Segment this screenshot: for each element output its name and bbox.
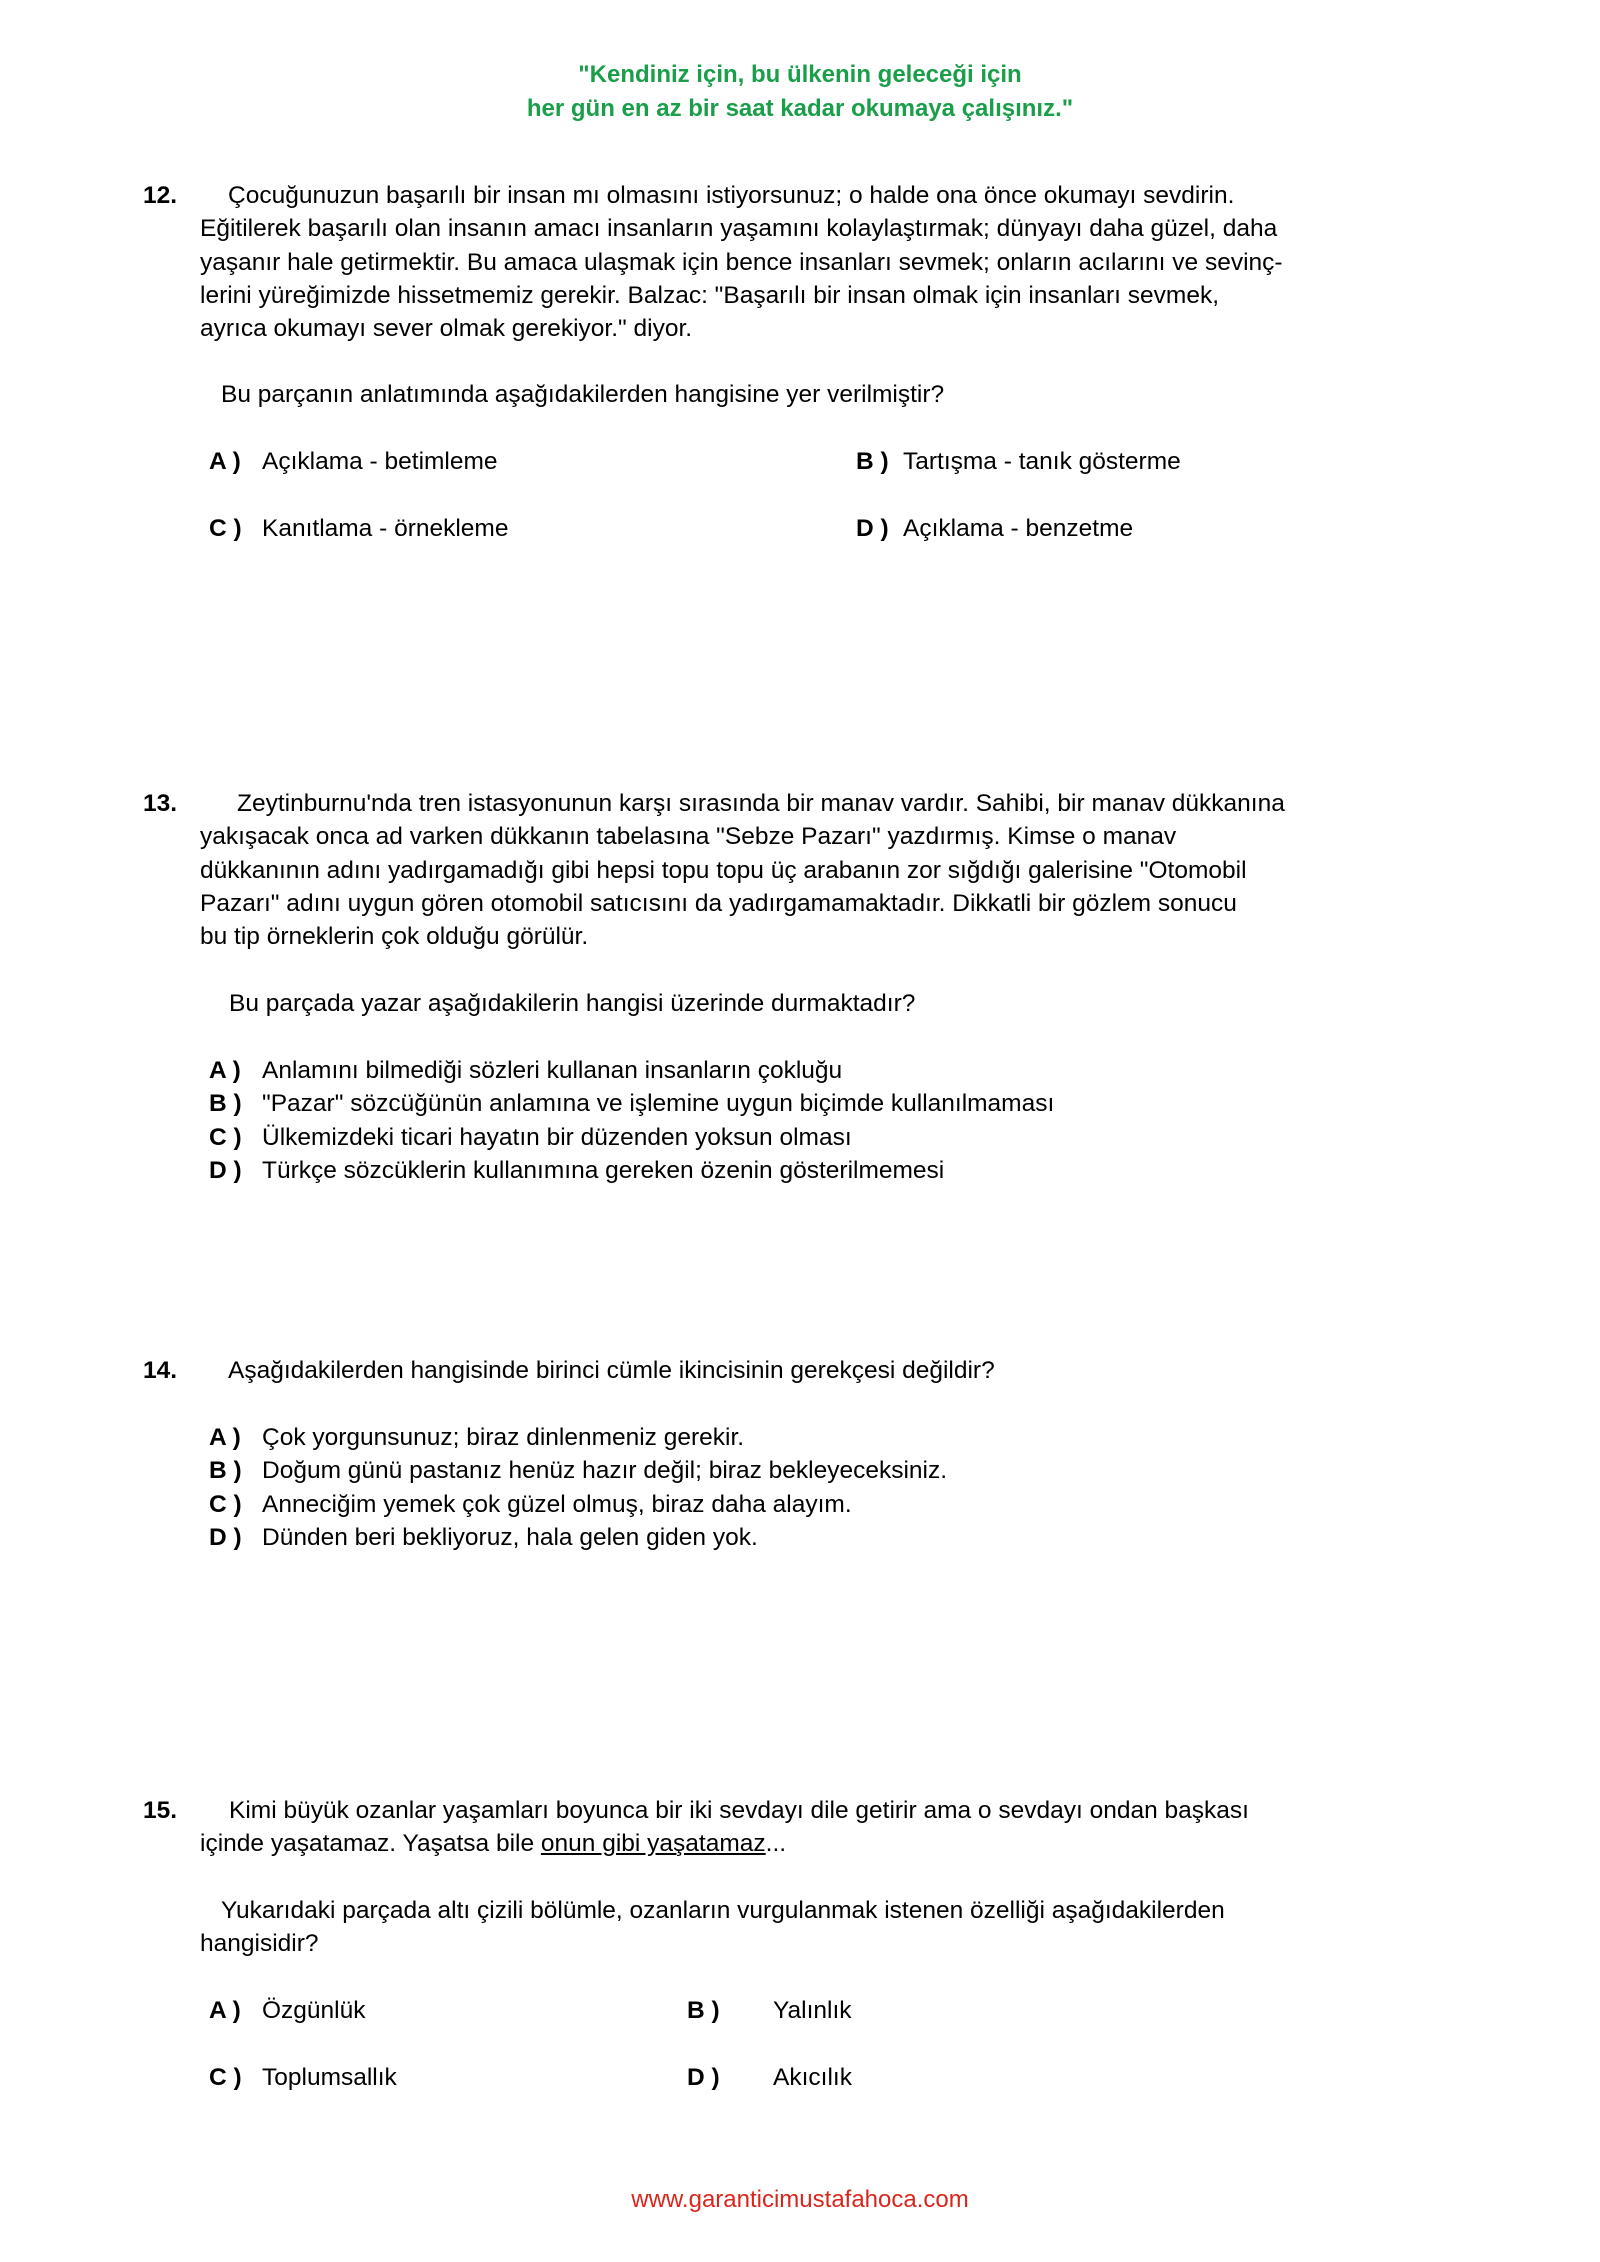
footer-website-link[interactable]: www.garanticimustafahoca.com (631, 2186, 969, 2213)
option-b[interactable] (856, 448, 1181, 476)
option-text: Özgünlük (262, 1997, 366, 2024)
option-letter: C ) (209, 1124, 242, 1151)
option-d[interactable] (687, 2064, 852, 2092)
question-stem: Aşağıdakilerden hangisinde birinci cümle ikincisinin gerekçesi değildir? (228, 1357, 995, 1384)
option-a[interactable] (209, 1424, 744, 1452)
question-number: 12. (143, 182, 178, 209)
option-text: Dünden beri bekliyoruz, hala gelen giden yok. (262, 1524, 758, 1551)
option-text: Doğum günü pastanız henüz hazır değil; biraz bekleyeceksiniz. (262, 1457, 948, 1484)
passage-line (200, 1830, 786, 1858)
option-b[interactable] (209, 1090, 1054, 1118)
option-c[interactable] (209, 515, 508, 543)
option-d[interactable] (209, 1157, 944, 1185)
passage-line: Zeytinburnu'nda tren istasyonunun karşı sırasında bir manav vardır. Sahibi, bir manav dükkanına (237, 790, 1285, 817)
option-text: Çok yorgunsunuz; biraz dinlenmeniz gerekir. (262, 1424, 745, 1451)
passage-line: lerini yüreğimizde hissetmemiz gerekir. Balzac: "Başarılı bir insan olmak için insanları sevmek, (200, 282, 1220, 309)
option-text: Anlamını bilmediği sözleri kullanan insanların çokluğu (262, 1057, 843, 1084)
option-text: Kanıtlama - örnekleme (262, 515, 509, 542)
option-text: Ülkemizdeki ticari hayatın bir düzenden yoksun olması (262, 1124, 852, 1151)
option-text: Açıklama - betimleme (262, 448, 498, 475)
passage-line: ayrıca okumayı sever olmak gerekiyor." diyor. (200, 315, 693, 342)
option-text: Tartışma - tanık gösterme (903, 448, 1181, 475)
option-d[interactable] (209, 1524, 758, 1552)
question-number: 13. (143, 790, 178, 817)
underlined-phrase: onun gibi yaşatamaz (540, 1830, 766, 1857)
passage-line: yakışacak onca ad varken dükkanın tabelasına "Sebze Pazarı" yazdırmış. Kimse o manav (200, 823, 1177, 850)
option-text: Akıcılık (773, 2064, 852, 2091)
passage-line: yaşanır hale getirmektir. Bu amaca ulaşmak için bence insanları sevmek; onların acılarını ve sevinç- (200, 249, 1283, 276)
passage-line: Eğitilerek başarılı olan insanın amacı insanların yaşamını kolaylaştırmak; dünyayı daha güzel, daha (200, 215, 1278, 242)
question-number: 15. (143, 1797, 178, 1824)
passage-line: Kimi büyük ozanlar yaşamları boyunca bir iki sevdayı dile getirir ama o sevdayı ondan başkası (229, 1797, 1249, 1824)
passage-line: dükkanının adını yadırgamadığı gibi hepsi topu topu üç arabanın zor sığdığı galerisine "Otomobil (200, 857, 1247, 884)
option-letter: D ) (209, 1157, 242, 1184)
passage-text: içinde yaşatamaz. Yaşatsa bile (200, 1830, 541, 1857)
option-b[interactable] (687, 1997, 852, 2025)
option-letter: A ) (209, 448, 241, 475)
option-a[interactable] (209, 448, 498, 476)
option-text: Açıklama - benzetme (903, 515, 1134, 542)
option-text: Türkçe sözcüklerin kullanımına gereken özenin gösterilmemesi (262, 1157, 945, 1184)
option-text: Yalınlık (773, 1997, 852, 2024)
passage-ellipsis: ... (765, 1830, 787, 1857)
option-text: Anneciğim yemek çok güzel olmuş, biraz daha alayım. (262, 1491, 852, 1518)
option-letter: C ) (209, 515, 242, 542)
option-letter: C ) (209, 2064, 242, 2091)
option-text: Toplumsallık (262, 2064, 397, 2091)
passage-line: Pazarı" adını uygun gören otomobil satıcısını da yadırgamamaktadır. Dikkatli bir gözlem sonucu (200, 890, 1237, 917)
question-stem: Bu parçada yazar aşağıdakilerin hangisi üzerinde durmaktadır? (229, 990, 916, 1017)
option-letter: A ) (209, 1424, 241, 1451)
option-b[interactable] (209, 1457, 947, 1485)
option-letter: A ) (209, 1057, 241, 1084)
option-c[interactable] (209, 1124, 852, 1152)
option-letter: C ) (209, 1491, 242, 1518)
option-letter: B ) (209, 1090, 242, 1117)
option-letter: D ) (209, 1524, 242, 1551)
question-stem-line: Yukarıdaki parçada altı çizili bölümle, ozanların vurgulanmak istenen özelliği aşağıdakilerden (221, 1897, 1225, 1924)
question-number: 14. (143, 1357, 178, 1384)
page-header-quote (0, 58, 1600, 126)
option-c[interactable] (209, 2064, 397, 2092)
passage-line: Çocuğunuzun başarılı bir insan mı olmasını istiyorsunuz; o halde ona önce okumayı sevdirin. (228, 182, 1235, 209)
option-text: "Pazar" sözcüğünün anlamına ve işlemine uygun biçimde kullanılmaması (262, 1090, 1055, 1117)
option-letter: B ) (687, 1997, 720, 2024)
header-line-2: her gün en az bir saat kadar okumaya çalışınız." (526, 95, 1074, 122)
option-letter: B ) (209, 1457, 242, 1484)
option-d[interactable] (856, 515, 1133, 543)
option-letter: D ) (687, 2064, 720, 2091)
passage-line: bu tip örneklerin çok olduğu görülür. (200, 923, 589, 950)
question-stem: Bu parçanın anlatımında aşağıdakilerden hangisine yer verilmiştir? (221, 381, 945, 408)
header-line-1: "Kendiniz için, bu ülkenin geleceği için (578, 61, 1022, 88)
question-stem-line: hangisidir? (200, 1930, 319, 1957)
option-letter: B ) (856, 448, 889, 475)
option-letter: A ) (209, 1997, 241, 2024)
option-c[interactable] (209, 1491, 852, 1519)
option-a[interactable] (209, 1057, 842, 1085)
option-a[interactable] (209, 1997, 366, 2025)
option-letter: D ) (856, 515, 889, 542)
